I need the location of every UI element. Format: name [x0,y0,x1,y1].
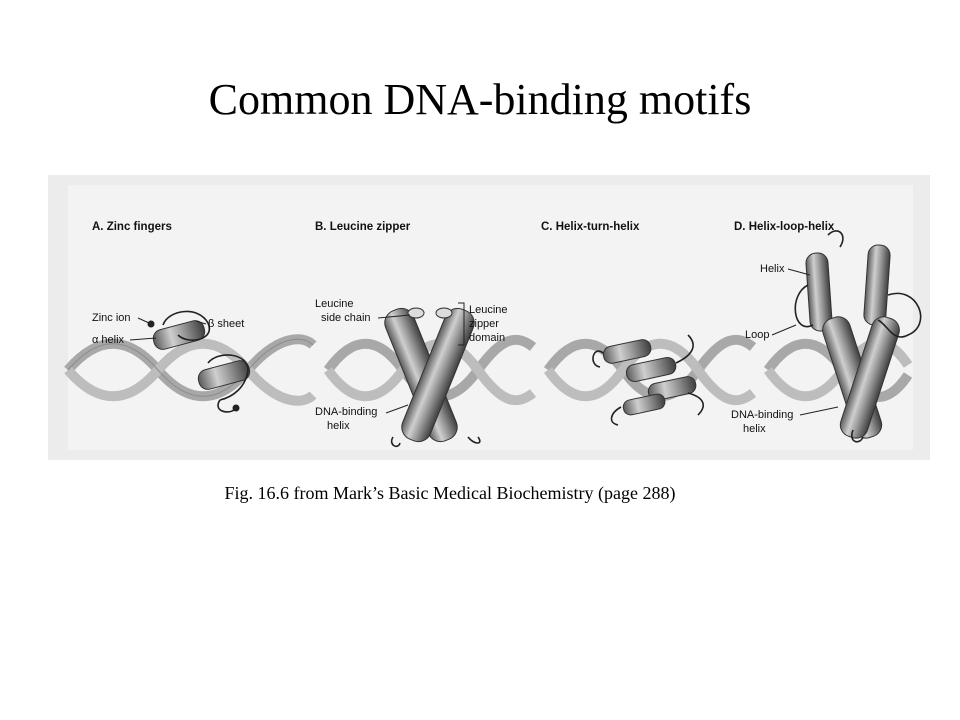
panel-label-helix-turn-helix: C. Helix-turn-helix [541,221,640,233]
annotation-leucine: Leucine [315,298,354,310]
annotation-leucine-2: Leucine [469,304,508,316]
annotation-dna-binding-b: DNA-binding [315,406,378,418]
annotation-helix-d-2: helix [743,423,766,435]
panel-label-helix-loop-helix: D. Helix-loop-helix [734,221,835,233]
annotation-beta-sheet: β sheet [208,318,245,330]
panel-label-zinc-fingers: A. Zinc fingers [92,221,172,233]
zinc-ion-marker-2 [233,405,240,412]
zinc-ion-marker [148,321,155,328]
dna-binding-motifs-figure [48,175,930,460]
annotation-alpha-helix: α helix [92,334,125,346]
annotation-domain: domain [469,332,506,344]
annotation-side-chain: side chain [321,312,371,324]
annotation-zipper: zipper [469,318,499,330]
annotation-helix-b: helix [327,420,350,432]
annotation-dna-binding-d: DNA-binding [731,409,794,421]
annotation-zinc-ion: Zinc ion [92,312,131,324]
panel-label-leucine-zipper: B. Leucine zipper [315,221,411,233]
annotation-loop: Loop [745,329,770,341]
slide-title: Common DNA-binding motifs [208,75,752,124]
figure-caption: Fig. 16.6 from Mark’s Basic Medical Biochemistry (page 288) [224,483,676,503]
annotation-helix-d: Helix [760,263,785,275]
